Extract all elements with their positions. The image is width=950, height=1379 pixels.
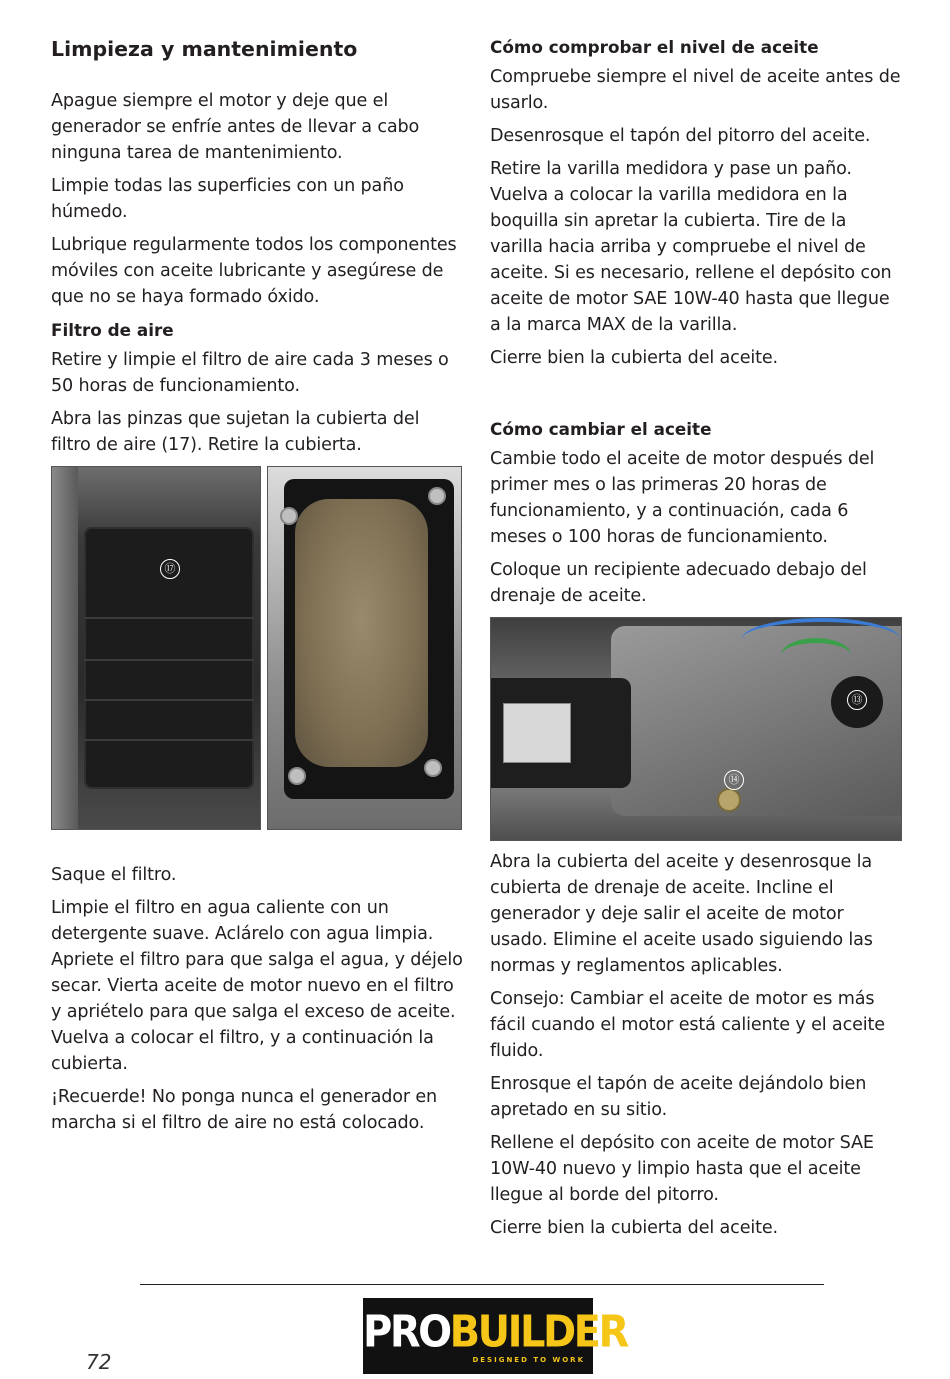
paragraph: Abra la cubierta del aceite y desenrosque la cubierta de drenaje de aceite. Incline el generador y deje salir el aceite de motor usado. Elimine el aceite usado siguiendo las normas y reglamentos aplicables. (490, 852, 873, 976)
paragraph: Lubrique regularmente todos los componentes móviles con aceite lubricante y asegúrese de que no se haya formado óxido. (51, 235, 457, 307)
warning-label-icon (503, 703, 571, 763)
paragraph: Desenrosque el tapón del pitorro del aceite. (490, 126, 871, 146)
paragraph: Coloque un recipiente adecuado debajo del drenaje de aceite. (490, 560, 867, 606)
bolt-icon (288, 767, 306, 785)
callout-17: ⑰ (160, 559, 180, 579)
oil-drain-photo (490, 617, 902, 841)
logo-builder: BUILDER (449, 1306, 627, 1358)
bolt-icon (280, 507, 298, 525)
air-filter-photos (51, 466, 463, 828)
paragraph: Limpie todas las superficies con un paño húmedo. (51, 176, 404, 222)
subheading-air-filter: Filtro de aire (51, 320, 174, 340)
paragraph: Enrosque el tapón de aceite dejándolo bien apretado en su sitio. (490, 1074, 867, 1120)
left-column (51, 34, 463, 1143)
drain-plug (717, 788, 741, 812)
paragraph: Saque el filtro. (51, 865, 177, 885)
paragraph: Cambie todo el aceite de motor después del primer mes o las primeras 20 horas de funcionamiento, y a continuación, cada 6 meses o 100 horas de funcionamiento. (490, 449, 875, 547)
probuilder-logo (363, 1298, 627, 1374)
paragraph: Abra las pinzas que sujetan la cubierta del filtro de aire (17). Retire la cubierta. (51, 409, 420, 455)
paragraph: Consejo: Cambiar el aceite de motor es más fácil cuando el motor está caliente y el aceite fluido. (490, 989, 885, 1061)
logo-pro: PRO (363, 1306, 450, 1358)
logo-wordmark (363, 1303, 627, 1360)
footer-divider (140, 1284, 824, 1285)
page-number: 72 (86, 1350, 112, 1374)
paragraph: Cierre bien la cubierta del aceite. (490, 348, 778, 368)
cover-ridge (84, 739, 254, 741)
cover-ridge (84, 617, 254, 619)
subheading-check-oil: Cómo comprobar el nivel de aceite (490, 37, 819, 57)
bolt-icon (428, 487, 446, 505)
logo-tagline: DESIGNED TO WORK (472, 1356, 585, 1364)
bolt-icon (424, 759, 442, 777)
air-filter-sponge-photo (267, 466, 462, 830)
paragraph: Retire y limpie el filtro de aire cada 3 meses o 50 horas de funcionamiento. (51, 350, 449, 396)
callout-14: ⑭ (724, 770, 744, 790)
paragraph: Compruebe siempre el nivel de aceite antes de usarlo. (490, 67, 901, 113)
subheading-change-oil: Cómo cambiar el aceite (490, 419, 712, 439)
air-filter-cover-photo (51, 466, 261, 830)
paragraph: Limpie el filtro en agua caliente con un detergente suave. Aclárelo con agua limpia. Apriete el filtro para que salga el agua, y déjelo secar. Vierta aceite de motor nuevo en el filtro y apriételo para que salga el exceso de aceite. Vuelva a colocar el filtro, y a continuación la cubierta. (51, 898, 463, 1074)
filter-sponge (295, 499, 428, 767)
cover-ridge (84, 699, 254, 701)
paragraph: Cierre bien la cubierta del aceite. (490, 1218, 778, 1238)
callout-13: ⑬ (847, 690, 867, 710)
cover-ridge (84, 659, 254, 661)
section-title: Limpieza y mantenimiento (51, 37, 358, 61)
frame-pole (52, 467, 78, 829)
wire (781, 638, 851, 673)
paragraph: Retire la varilla medidora y pase un paño. Vuelva a colocar la varilla medidora en la boquilla sin apretar la cubierta. Tire de la varilla hacia arriba y compruebe el nivel de aceite. Si es necesario, rellene el depósito con aceite de motor SAE 10W-40 hasta que llegue a la marca MAX de la varilla. (490, 159, 892, 335)
paragraph: Rellene el depósito con aceite de motor SAE 10W-40 nuevo y limpio hasta que el aceite llegue al borde del pitorro. (490, 1133, 874, 1205)
paragraph: Apague siempre el motor y deje que el generador se enfríe antes de llevar a cabo ninguna tarea de mantenimiento. (51, 91, 420, 163)
paragraph: ¡Recuerde! No ponga nunca el generador en marcha si el filtro de aire no está colocado. (51, 1087, 438, 1133)
right-column (490, 34, 904, 1248)
